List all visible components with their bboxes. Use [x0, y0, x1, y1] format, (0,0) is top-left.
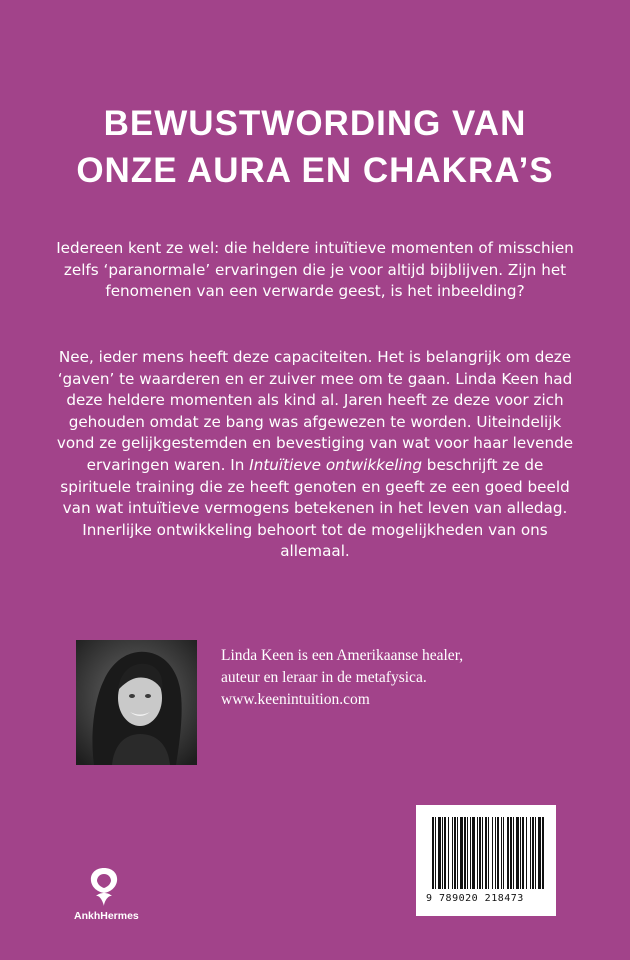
description-paragraph: [50, 347, 580, 563]
author-bio: [221, 645, 521, 711]
title-line-2: ONZE AURA EN CHAKRA’S: [76, 151, 554, 190]
book-title-italic: Intuïtieve ontwikkeling: [249, 455, 422, 474]
publisher-logo: [74, 862, 139, 926]
publisher-name: AnkhHermes: [74, 910, 139, 922]
bio-line-2: auteur en leraar in de metafysica.: [221, 669, 427, 686]
ankh-icon: [74, 862, 134, 908]
isbn-digits: 9 789020 218473: [426, 893, 524, 904]
isbn-barcode: [416, 805, 556, 916]
intro-paragraph: Iedereen kent ze wel: die heldere intuïtieve momenten of misschien zelfs ‘paranormale’ ervaringen die je voor altijd bijblijven. Zijn het fenomenen van een verwarde geest, is het inbeelding?: [56, 239, 574, 301]
author-photo: [76, 640, 197, 765]
barcode-bars: [416, 805, 556, 893]
bio-line-1: Linda Keen is een Amerikaanse healer,: [221, 647, 464, 664]
title-line-1: BEWUSTWORDING VAN: [103, 104, 527, 143]
description-text-start: Nee, ieder mens heeft deze capaciteiten. Het is belangrijk om deze ‘gaven’ te waarderen en er zuiver mee om te gaan. Linda Keen had deze heldere momenten als kind al. Jaren heeft ze deze voor zich gehouden omdat ze bang was afgewezen te worden. Uiteindelijk vond ze gelijkgestemden en bevestiging van wat voor haar levende ervaringen waren. In: [56, 348, 574, 474]
author-website[interactable]: www.keenintuition.com: [221, 691, 370, 708]
author-portrait-image: [76, 640, 197, 765]
description-text-end: beschrijft ze de spirituele training die ze heeft genoten en geeft ze een goed beeld van wat intuïtieve vermogens betekenen in het leven van alledag. Innerlijke ontwikkeling behoort tot de mogelijkheden van ons allemaal.: [60, 455, 570, 561]
book-title: [0, 100, 630, 194]
